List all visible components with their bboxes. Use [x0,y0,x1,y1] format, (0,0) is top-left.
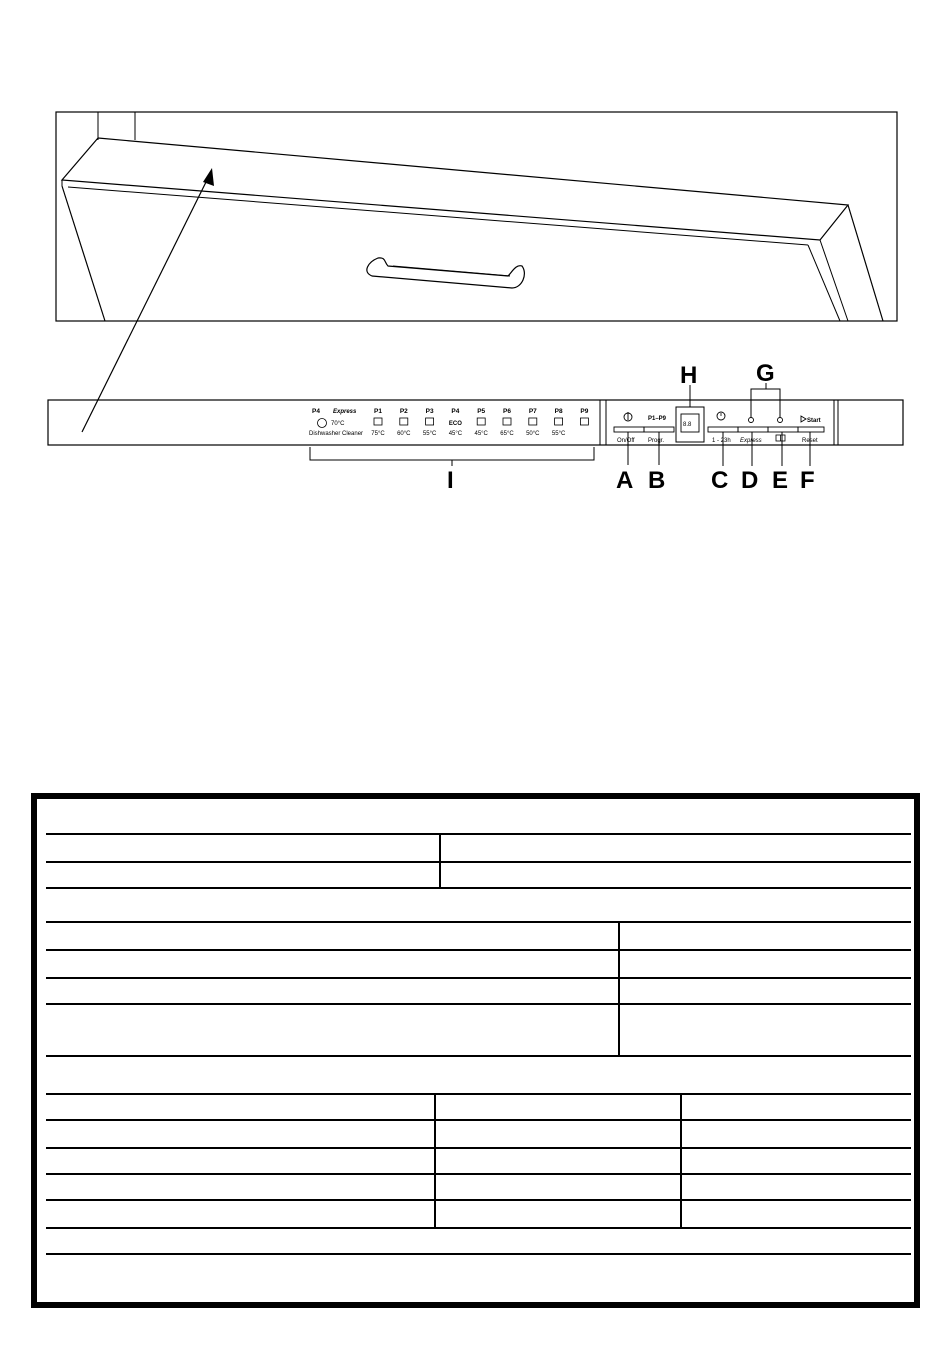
on-off-label: On/Off [617,438,635,444]
express-button[interactable] [738,418,768,445]
half-load-led [778,418,783,423]
fan-icon [318,419,327,428]
cleaner-temp: 70°C [331,421,345,427]
quick-icon [529,418,537,425]
programme-temp: 50°C [526,431,540,437]
on-off-button[interactable] [614,412,644,444]
programme-p3 [423,408,437,437]
pot-icon [374,418,382,425]
programme-p7 [526,408,540,437]
table-row [46,1227,911,1255]
programme-label: P4 [451,408,460,415]
progr-label: Progr. [648,438,665,444]
programme-p1 [371,408,385,437]
cleaner-programme-label: P4 [312,408,320,415]
half-load-button[interactable] [768,418,798,442]
callout-e: E [772,467,789,494]
callout-i: I [447,467,454,494]
pan-icon [400,418,408,425]
programme-label: P2 [399,408,408,415]
programme-label: P1 [374,408,382,415]
programme-temp: 55°C [422,431,437,437]
programme-label: P6 [503,408,511,415]
night-icon [555,418,563,425]
programme-p9 [580,408,588,425]
programme-label: P8 [554,408,563,415]
table-row [46,949,911,977]
callout-b: B [648,467,666,494]
callout-a: A [616,467,634,494]
table-row [46,921,911,949]
programme-p2 [397,408,411,437]
programme-list [309,408,594,466]
panel-buttons [614,407,824,444]
table-row [46,861,911,889]
express-label: Express [740,438,762,444]
callout-c: C [711,467,729,494]
programme-label: P5 [477,408,486,415]
table-row [46,1199,911,1227]
display-digits: 8.8 [683,422,692,428]
eco-icon: ECO [448,421,462,427]
display-window [676,407,704,442]
start-label: Start [807,418,821,424]
reset-label: Reset [802,438,818,444]
table-row [46,977,911,1005]
table-row [46,887,911,921]
table-row [46,1055,911,1095]
table-row [46,1093,911,1121]
table-row [46,833,911,861]
programme-p4 [449,408,463,437]
callout-d: D [741,467,759,494]
programme-temp: 65°C [500,431,514,437]
programme-p5 [474,408,488,437]
programme-temp: 60°C [397,431,411,437]
programme-temp: 45°C [474,431,488,437]
delay-label: 1 - 23h [712,438,731,444]
callout-lines [628,383,810,466]
cleaner-express-label: Express [333,409,357,415]
table-row [46,1119,911,1147]
programme-p8 [552,408,566,437]
express-led [749,418,754,423]
programme-temp: 75°C [371,431,385,437]
quick-icon [503,418,511,425]
programme-temp: 45°C [448,431,463,437]
table-row [46,1147,911,1175]
programme-temp: 55°C [551,431,566,437]
pointer-arrow [82,168,214,432]
table-row [46,1173,911,1201]
programme-label: P3 [425,408,434,415]
programme-label: P7 [528,408,537,415]
programme-label: P9 [580,408,589,415]
waves-icon [426,418,434,425]
callout-g: G [756,360,775,387]
cleaner-label: Dishwasher Cleaner [309,431,364,437]
progr-range-label: P1–P9 [648,416,667,422]
control-panel [48,400,903,445]
cup-icon [477,418,485,425]
glass-icon [580,418,588,425]
specification-table [31,793,920,1308]
door-illustration [56,112,897,321]
programme-p6 [500,408,514,437]
play-icon [801,416,806,422]
callout-f: F [800,467,815,494]
table-row [46,1003,911,1057]
start-reset-button[interactable] [798,416,824,444]
table-row [46,1253,911,1295]
callout-h: H [680,362,698,389]
